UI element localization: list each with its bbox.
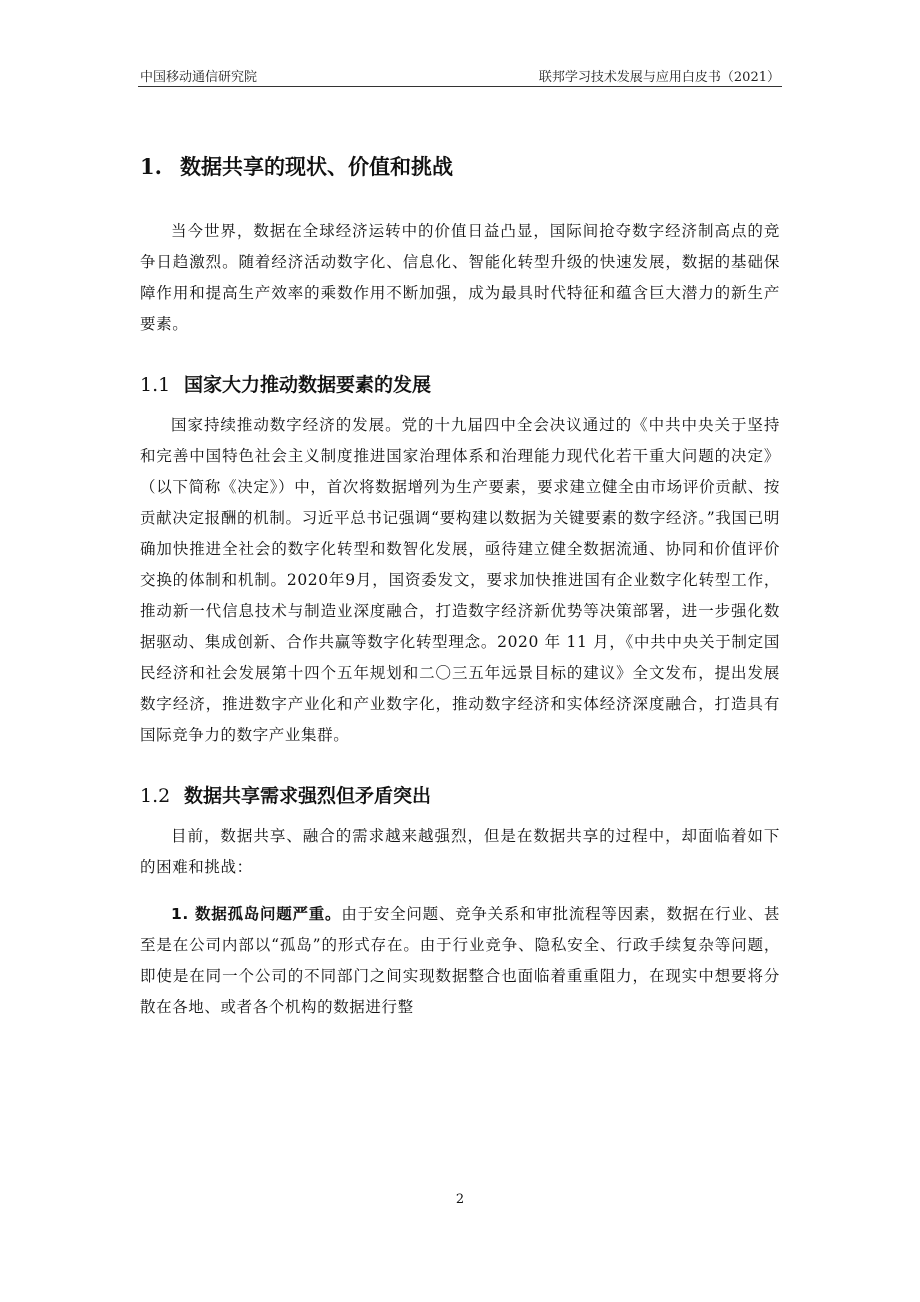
section-1-title: 数据共享的现状、价值和挑战 (180, 155, 453, 179)
page-number: 2 (455, 1192, 465, 1207)
page-content (140, 140, 780, 1023)
section-1-heading (140, 152, 780, 182)
section-1-2-heading (140, 781, 780, 811)
item-1-text: 由于安全问题、竞争关系和审批流程等因素，数据在行业、甚至是在公司内部以“孤岛”的形式存在。由于行业竞争、隐私安全、行政手续复杂等问题，即使是在同一个公司的不同部门之间实现数据整合也面临着重重阻力，在现实中想要将分散在各地、或者各个机构的数据进行整 (140, 905, 780, 1016)
section-1-1-paragraph: 国家持续推动数字经济的发展。党的十九届四中全会决议通过的《中共中央关于坚持和完善中国特色社会主义制度推进国家治理体系和治理能力现代化若干重大问题的决定》（以下简称《决定》）中，首次将数据增列为生产要素，要求建立健全由市场评价贡献、按贡献决定报酬的机制。习近平总书记强调“要构建以数据为关键要素的数字经济。”我国已明确加快推进全社会的数字化转型和数智化发展，亟待建立健全数据流通、协同和价值评价交换的体制和机制。2020年9月，国资委发文，要求加快推进国有企业数字化转型工作，推动新一代信息技术与制造业深度融合，打造数字经济新优势等决策部署，进一步强化数据驱动、集成创新、合作共赢等数字化转型理念。2020 年 11 月，《中共中央关于制定国民经济和社会发展第十四个五年规划和二〇三五年远景目标的建议》全文发布，提出发展数字经济，推进数字产业化和产业数字化，推动数字经济和实体经济深度融合，打造具有国际竞争力的数字产业集群。 (140, 416, 780, 744)
section-1-2-title: 数据共享需求强烈但矛盾突出 (184, 785, 432, 807)
section-1-2-number: 1.2 (140, 785, 171, 807)
section-1-1-heading (140, 370, 780, 400)
section-1-paragraph: 当今世界，数据在全球经济运转中的价值日益凸显，国际间抢夺数字经济制高点的竞争日趋激烈。随着经济活动数字化、信息化、智能化转型升级的快速发展，数据的基础保障作用和提高生产效率的乘数作用不断加强，成为最具时代特征和蕴含巨大潜力的新生产要素。 (140, 222, 780, 333)
page-header (138, 62, 782, 87)
section-1-number: 1. (140, 154, 162, 179)
item-1-lead: 1. 数据孤岛问题严重。 (171, 905, 342, 923)
section-1-2-paragraph: 目前，数据共享、融合的需求越来越强烈，但是在数据共享的过程中，却面临着如下的困难和挑战： (140, 827, 780, 876)
header-right-title: 联邦学习技术发展与应用白皮书（2021） (538, 70, 780, 85)
section-1-2-item-1 (140, 899, 780, 1023)
header-left-org: 中国移动通信研究院 (140, 70, 258, 85)
section-1-1-number: 1.1 (140, 374, 171, 396)
section-1-1-title: 国家大力推动数据要素的发展 (184, 374, 432, 396)
